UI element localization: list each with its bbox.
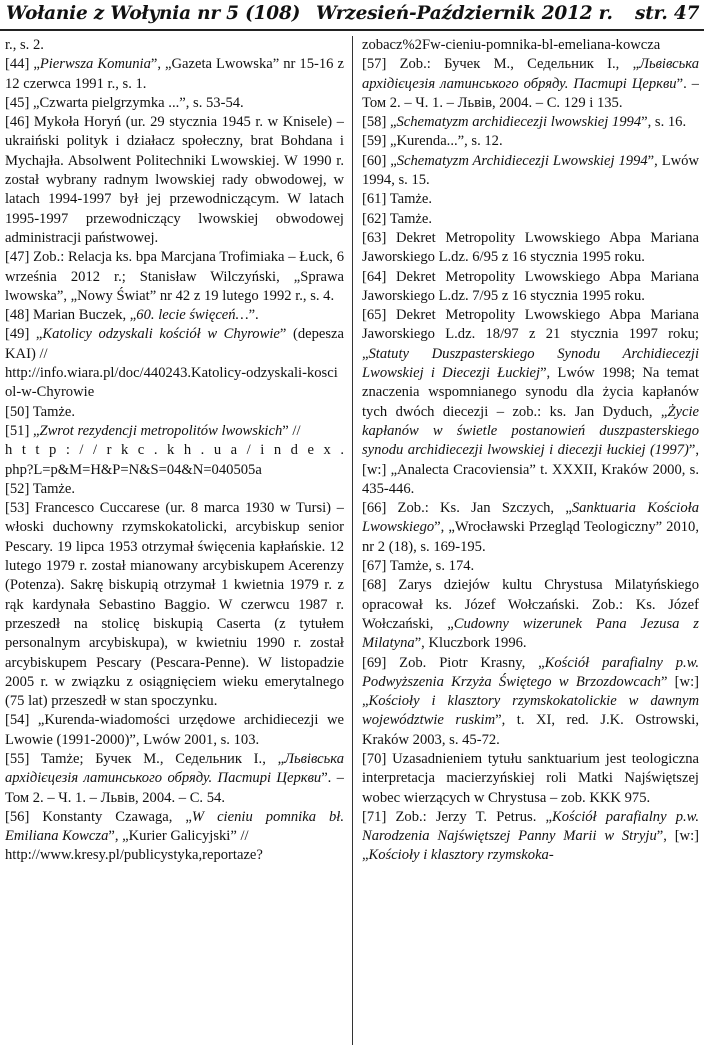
footnote-italic-text: Львівська архідієцезія латинського обряду. Пастирі Церкви	[362, 56, 699, 92]
footnote-italic-text: 60. lecie święceń…	[136, 307, 249, 324]
footnote-text: h t t p : / / r k c . k h . u a / i n d e x .	[5, 442, 344, 459]
footnote-text: [56] Konstanty Czawaga, „	[5, 808, 192, 825]
footnote	[5, 94, 344, 113]
footnote	[5, 364, 344, 403]
footnote-text: [58] „	[362, 114, 397, 131]
footnote	[362, 306, 699, 499]
footnote-text: ”, Lwów 1998; Na temat znaczenia wspomnianego synodu dla życia kapłanów tych dwóch diecezji – zob.: ks. Jan Dyduch, „	[362, 365, 699, 420]
footnote-text: ”, Kluczbork 1996.	[414, 635, 527, 652]
footnote-text: r., s. 2.	[5, 37, 44, 53]
footnote	[5, 480, 344, 499]
footnote-text: [51] „	[5, 422, 40, 439]
footnote-text: [48] Marian Buczek, „	[5, 307, 137, 324]
footnote-text: ”, „Kurier Galicyjski” //	[108, 828, 249, 845]
footnote-italic-text: Львівська архідієцезія латинського обряду. Пастирі Церкви	[5, 750, 344, 787]
footnote-text: ”, s. 16.	[641, 114, 687, 131]
header-rule	[0, 29, 704, 31]
footnote	[5, 325, 344, 364]
footnote-italic-text: W cieniu pomnika bł. Emiliana Kowcza	[5, 808, 344, 845]
footnote-italic-text: Statuty Duszpasterskiego Synodu Archidiecezji Lwowskiej i Diecezji Łuckiej	[362, 345, 699, 382]
footnote-text: [61] Tamże.	[362, 191, 433, 208]
footnote-text: [52] Tamże.	[5, 480, 76, 497]
footnote-text: [69] Zob. Piotr Krasny, „	[362, 654, 545, 671]
page-number: str. 47	[635, 3, 700, 24]
footnote-text: [44] „	[5, 56, 40, 73]
footnote	[362, 210, 699, 229]
footnote-italic-text: Cudowny wizerunek Pana Jezusa z Milatyna	[362, 615, 699, 652]
footnote	[5, 808, 344, 847]
footnote-text: ” //	[282, 422, 301, 439]
footnote-text: [55] Tamże; Бучек М., Седельник І., „	[5, 750, 285, 767]
footnote-text: [53] Francesco Cuccarese (ur. 8 marca 1930 w Tursi) – włoski duchowny rzymskokatolicki, arcybiskup senior Pescary. 19 lipca 1953 otrzymał święcenia kapłańskie. 12 lutego 1979 r. został mianowany arcybiskupem Acerenzy (Potenza). Sakrę biskupią otrzymał 1 kwietnia 1979 r. z rąk kardynała Sebastino Baggio. W czerwcu 1987 r. przeszedł na stolicę biskupią Caserta (z tytułem personalnym arcybiskupa), w kwietniu 1990 r. został arcybiskupem Pescary (Pescara-Penne). W listopadzie 2005 r. w związku z osiągnięciem wieku emerytalnego (75 lat) przeszedł w stan spoczynku.	[5, 500, 344, 710]
footnote	[362, 152, 699, 191]
footnote-text: [47] Zob.: Relacja ks. bpa Marcjana Trofimiaka – Łuck, 6 września 2012 r.; Stanisław Wilczyński, „Sprawa lwowska”, „Nowy Świat” nr 42 z 19 lutego 1992 r., s. 4.	[5, 249, 344, 304]
footnote-italic-text: Kościół parafialny p.w. Narodzenia Najświętszej Panny Marii w Stryju	[362, 808, 699, 845]
footnote	[362, 499, 699, 557]
footnote-text: ” [w:] „	[362, 673, 699, 710]
footnote	[362, 36, 699, 55]
footnote-italic-text: Schematyzm archidiecezji lwowskiej 1994	[396, 114, 642, 131]
footnote-text: ”, „Gazeta Lwowska” nr 15-16 z 12 czerwca 1991 r., s. 1.	[5, 56, 344, 92]
footnote	[5, 422, 344, 441]
footnote-text: ” (depesza KAI) //	[5, 326, 344, 362]
footnote	[362, 190, 699, 209]
footnote-text: [62] Tamże.	[362, 210, 433, 227]
footnote-text: ”, „Wrocławski Przegląd Teologiczny” 2010, nr 2 (18), s. 169-195.	[362, 519, 699, 555]
footnote-italic-text: Katolicy odzyskali kościół w Chyrowie	[42, 326, 280, 343]
issue-date: Wrzesień-Październik 2012 r.	[316, 3, 613, 24]
footnote-text: [67] Tamże, s. 174.	[362, 558, 475, 575]
footnote-text: [57] Zob.: Бучек М., Седельник І., „	[362, 56, 640, 73]
footnote-text: [54] „Kurenda-wiadomości urzędowe archidiecezji we Lwowie (1991-2000)”, Lwów 2001, s. 103.	[5, 712, 344, 748]
footnote-italic-text: Kościoły i klasztory rzymskokatolickie w dawnym województwie ruskim	[362, 693, 699, 729]
column-divider	[352, 36, 353, 1045]
footnote	[362, 750, 699, 808]
footnote-text: ”, [w:] „	[362, 828, 699, 864]
footnote	[5, 499, 344, 711]
footnote	[5, 461, 344, 480]
footnote-text: [65] Dekret Metropolity Lwowskiego Abpa Mariana Jaworskiego L.dz. 18/97 z 21 stycznia 1997 roku; „	[362, 307, 699, 362]
footnote-text: ”.	[248, 307, 259, 324]
footnote-italic-text: Schematyzm Archidiecezji Lwowskiej 1994	[396, 152, 648, 169]
footnote	[5, 750, 344, 808]
footnote-text: ”, [w:] „Analecta Cracoviensia” t. XXXII, Kraków 2000, s. 435-446.	[362, 442, 699, 497]
footnote-italic-text: Kościoły i klasztory rzymskoka-	[368, 847, 554, 864]
footnote-text: zobacz%2Fw-cieniu-pomnika-bl-emeliana-kowcza	[362, 37, 661, 53]
footnote-italic-text: Sanktuaria Kościoła Lwowskiego	[362, 500, 699, 536]
footnote-text: [71] Zob.: Jerzy T. Petrus. „	[362, 808, 552, 825]
footnote-text: [50] Tamże.	[5, 403, 76, 420]
footnote-text: ”, t. XI, red. J.K. Ostrowski, Kraków 2003, s. 45-72.	[362, 712, 699, 748]
footnote	[362, 229, 699, 268]
footnote-text: [60] „	[362, 152, 397, 169]
footnote-italic-text: Życie kapłanów w świetle postanowień duszpasterskiego synodu archidiecezji lwowskiej i diecezji łuckiej (1997)	[362, 403, 699, 459]
footnote-text: ”, Lwów 1994, s. 15.	[362, 152, 699, 189]
footnote	[5, 113, 344, 248]
footnote-text: ”. – Том 2. – Ч. 1. – Львів, 2004. – С. 129 і 135.	[362, 75, 699, 111]
footnote-text: php?L=p&M=H&P=N&S=04&N=040505a	[5, 461, 262, 478]
footnote	[362, 268, 699, 307]
footnote-text: [63] Dekret Metropolity Lwowskiego Abpa Mariana Jaworskiego L.dz. 6/95 z 16 stycznia 1995 roku.	[362, 229, 699, 266]
footnote-italic-text: Zwrot rezydencji metropolitów lwowskich	[39, 422, 283, 439]
footnote	[5, 55, 344, 94]
footnote-text: http://info.wiara.pl/doc/440243.Katolicy-odzyskali-kosciol-w-Chyrowie	[5, 365, 338, 401]
footnote	[362, 132, 699, 151]
footnote	[362, 576, 699, 653]
footnote	[362, 55, 699, 113]
footnote	[5, 306, 344, 325]
footnote	[362, 808, 699, 866]
footnote-text: [70] Uzasadnieniem tytułu sanktuarium jest teologiczna interpretacja macierzyńskiej roli Matki Najświętszej wobec wierzących w Chrystusa – zob. KKK 975.	[362, 750, 699, 806]
footnote	[362, 557, 699, 576]
footnote	[5, 248, 344, 306]
footnote-italic-text: Pierwsza Komunia	[39, 56, 151, 73]
footnote	[5, 441, 344, 460]
footnote	[5, 846, 344, 865]
footnote	[5, 711, 344, 750]
footnote	[5, 36, 344, 55]
footnote-text: [66] Zob.: Ks. Jan Szczych, „	[362, 500, 572, 517]
footnote-italic-text: Kościół parafialny p.w. Podwyższenia Krzyża Świętego w Brzozdowcach	[362, 654, 699, 690]
footnote-text: [49] „	[5, 326, 43, 343]
footnote	[5, 403, 344, 422]
footnote-text: [46] Mykoła Horyń (ur. 29 stycznia 1945 r. w Knisele) – ukraiński polityk i działacz społeczny, brat Bohdana i Mychajła. Absolwent Politechniki Lwowskiej. W 1990 r. został wybrany radnym lwowskiej rady obwodowej, w latach 1994-1997 był jej przewodniczącym. W latach 1995-1997 przewodniczący lwowskiej obwodowej administracji państwowej.	[5, 114, 344, 246]
footnote-text: [59] „Kurenda...”, s. 12.	[362, 133, 503, 150]
journal-title: Wołanie z Wołynia nr 5 (108)	[6, 3, 301, 24]
footnote-text: [68] Zarys dziejów kultu Chrystusa Milatyńskiego opracował ks. Józef Wołczański. Zob.: Ks. Józef Wołczański, „	[362, 577, 699, 632]
footnote-text: [64] Dekret Metropolity Lwowskiego Abpa Mariana Jaworskiego L.dz. 7/95 z 16 stycznia 1995 roku.	[362, 268, 699, 304]
footnote	[362, 654, 699, 750]
footnote-text: http://www.kresy.pl/publicystyka,reportaze?	[5, 847, 263, 864]
footnotes-right-column	[362, 36, 699, 1045]
footnote-text: ”. – Том 2. – Ч. 1. – Львів, 2004. – С. 54.	[5, 770, 344, 806]
footnotes-left-column	[5, 36, 344, 1045]
footnote-text: [45] „Czwarta pielgrzymka ...”, s. 53-54.	[5, 94, 244, 111]
footnote	[362, 113, 699, 132]
